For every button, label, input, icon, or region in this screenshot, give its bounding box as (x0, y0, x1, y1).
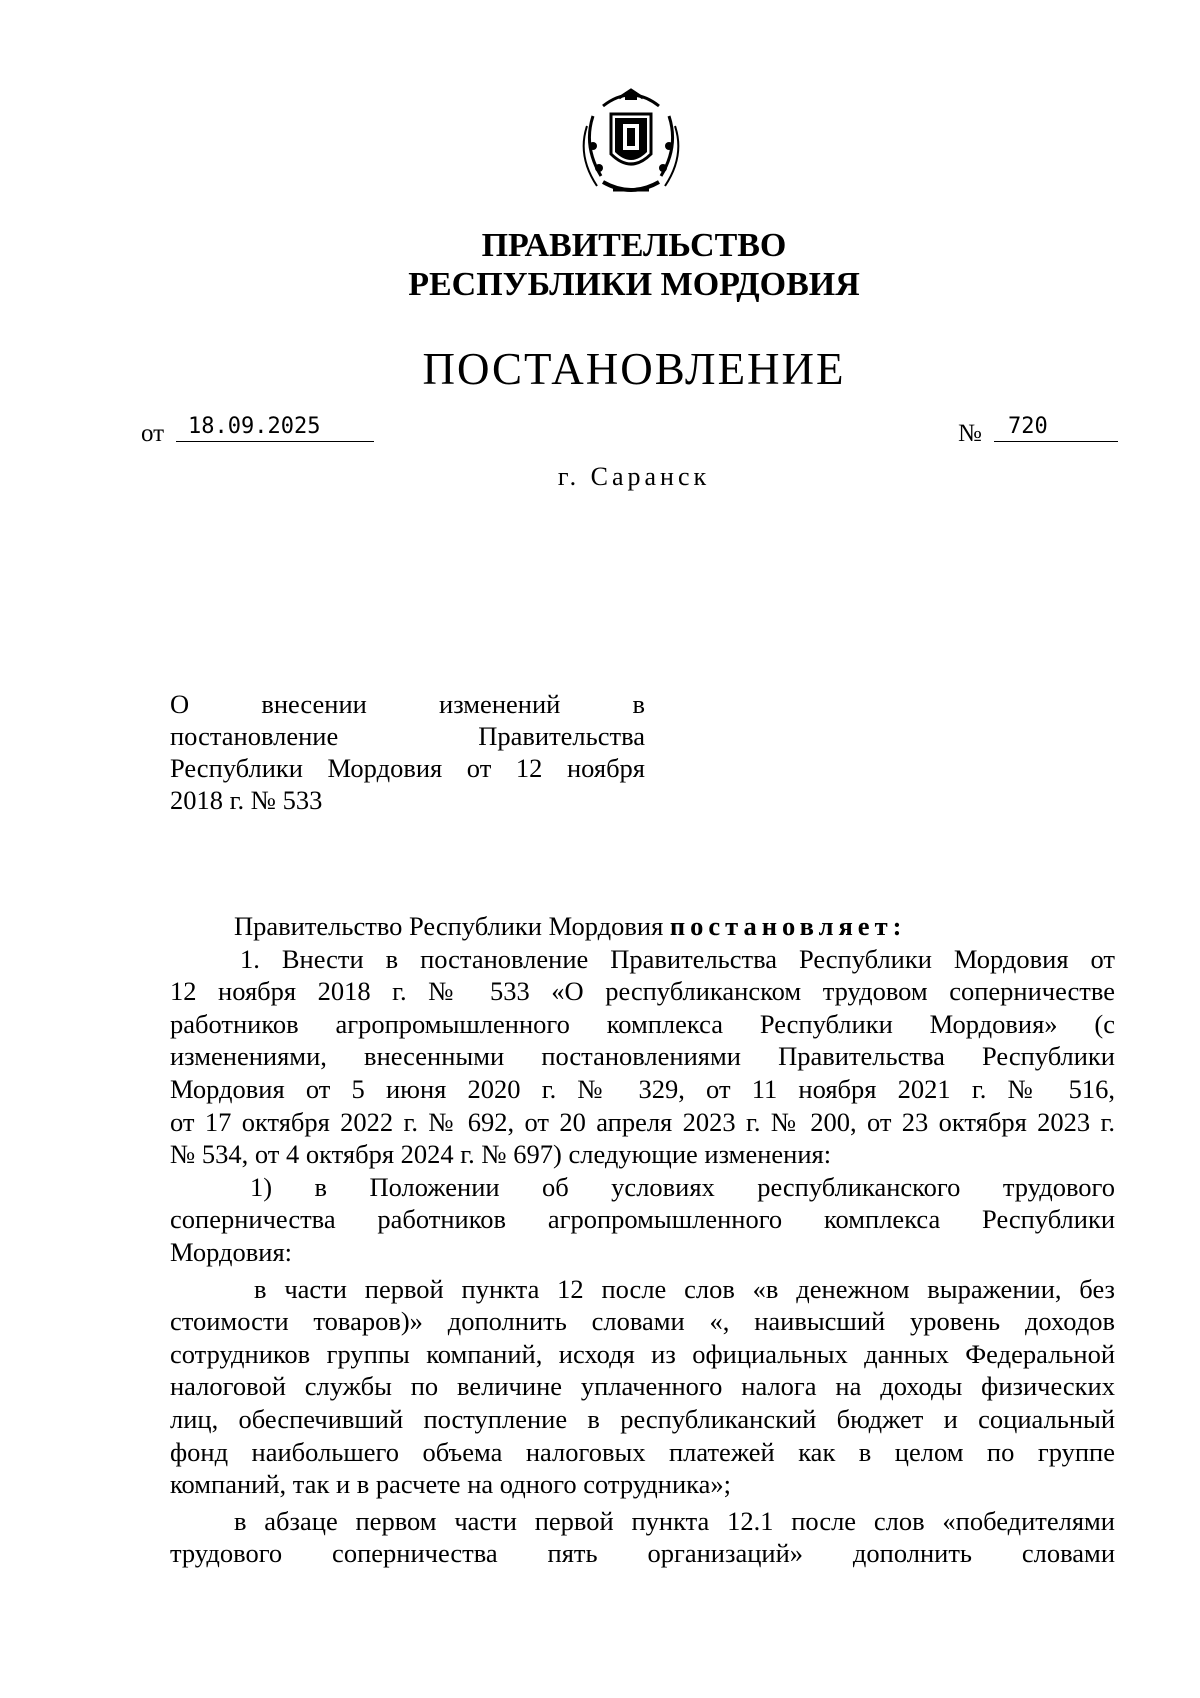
organization-name-line1: ПРАВИТЕЛЬСТВО (481, 227, 787, 264)
body-line: налоговой службы по величине уплаченного налога на доходы физических (170, 1371, 1115, 1402)
organization-name-line2: РЕСПУБЛИКИ МОРДОВИЯ (408, 266, 860, 303)
body-line: 1. Внести в постановление Правительства Республики Мордовия от (240, 943, 1115, 974)
body-line: трудового соперничества пять организаций» дополнить словами (170, 1538, 1115, 1569)
body-line: изменениями, внесенными постановлениями Правительства Республики (170, 1041, 1115, 1072)
body-line: компаний, так и в расчете на одного сотрудника»; (170, 1469, 731, 1500)
date-prefix: от (141, 420, 165, 447)
body-line: 12 ноября 2018 г. № 533 «О республиканском трудовом соперничестве (170, 976, 1115, 1007)
body-line: № 534, от 4 октября 2024 г. № 697) следующие изменения: (170, 1139, 832, 1170)
preamble (170, 910, 1115, 943)
body-line: Мордовия от 5 июня 2020 г. № 329, от 11 ноября 2021 г. № 516, (170, 1073, 1115, 1104)
number-underline (994, 441, 1118, 442)
body-line: соперничества работников агропромышленного комплекса Республики (170, 1204, 1115, 1235)
date-underline (176, 441, 374, 442)
document-date: 18.09.2025 (188, 414, 321, 439)
document-body (170, 910, 1115, 1570)
body-line: от 17 октября 2022 г. № 692, от 20 апреля 2023 г. № 200, от 23 октября 2023 г. (170, 1106, 1115, 1137)
city-name: г. Саранск (557, 462, 711, 491)
body-line: фонд наибольшего объема налоговых платежей как в целом по группе (170, 1436, 1115, 1467)
body-line: 1) в Положении об условиях республиканского трудового (250, 1171, 1115, 1202)
document-number: 720 (1008, 414, 1048, 439)
document-type: ПОСТАНОВЛЕНИЕ (422, 344, 846, 394)
body-line: стоимости товаров)» дополнить словами «, наивысший уровень доходов (170, 1306, 1115, 1337)
subject-line: постановление Правительства (170, 721, 645, 751)
subject-line: Республики Мордовия от 12 ноября (170, 753, 645, 783)
subject-line: О внесении изменений в (170, 689, 645, 719)
preamble-text: Правительство Республики Мордовия (234, 911, 664, 941)
preamble-bold: постановляет: (669, 911, 907, 941)
body-line: работников агропромышленного комплекса Республики Мордовия» (с (170, 1008, 1115, 1039)
subject-line: 2018 г. № 533 (170, 785, 323, 815)
number-prefix: № (958, 420, 982, 447)
coat-of-arms-emblem (573, 86, 689, 204)
document-subject (170, 688, 645, 816)
body-line: сотрудников группы компаний, исходя из официальных данных Федеральной (170, 1338, 1115, 1369)
body-line: Мордовия: (170, 1236, 293, 1267)
body-line: в абзаце первом части первой пункта 12.1 после слов «победителями (234, 1505, 1115, 1536)
body-line: лиц, обеспечивший поступление в республиканский бюджет и социальный (170, 1403, 1115, 1434)
body-line: в части первой пункта 12 после слов «в денежном выражении, без (254, 1273, 1115, 1304)
